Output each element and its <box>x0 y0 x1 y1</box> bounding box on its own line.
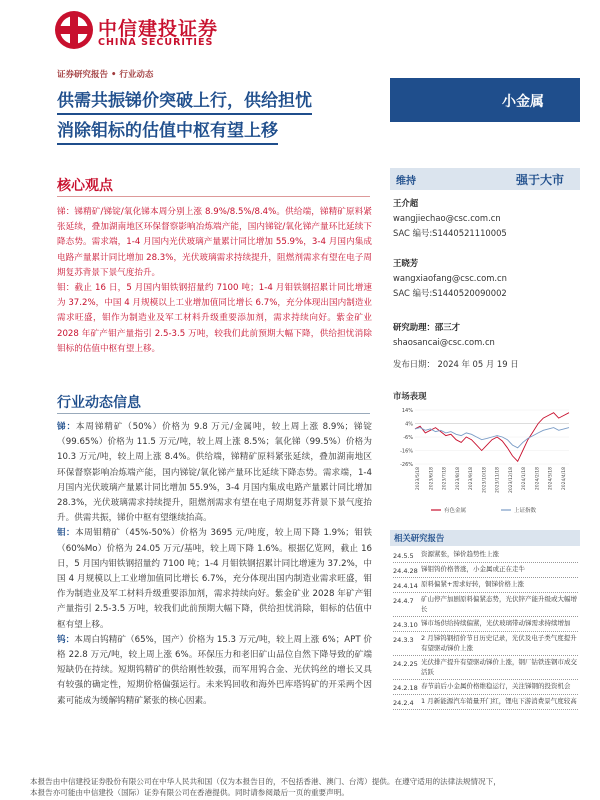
x-tick-label: 2024/4/18 <box>562 467 567 491</box>
related-report-item[interactable] <box>393 593 578 617</box>
x-tick-label: 2023/12/18 <box>508 467 514 493</box>
series-line <box>415 428 569 448</box>
related-report-title: 光伏排产提升有望驱动锑价上涨，钢厂钴铁连钢市成交活跃 <box>421 658 577 676</box>
publish-date: 发布日期： 2024 年 05 月 19 日 <box>393 359 519 369</box>
related-report-date: 24.2.25 <box>393 660 418 668</box>
analyst-name: 王介超 <box>393 198 419 208</box>
core-view-body <box>57 205 372 357</box>
report-category: 证券研究报告 • 行业动态 <box>57 70 154 80</box>
y-tick-label: -26% <box>400 462 413 468</box>
x-tick-label: 2023/5/18 <box>416 467 421 491</box>
assistant-name: 研究助理：邵三才 <box>393 322 460 332</box>
divider <box>57 196 370 197</box>
market-performance-chart <box>393 402 573 522</box>
legend-label: 上证指数 <box>514 508 537 514</box>
company-logo <box>54 10 224 50</box>
title-line-1: 供需共振锑价突破上行，供给担忧 <box>57 91 312 115</box>
related-research-header <box>390 530 580 546</box>
related-research-heading: 相关研究报告 <box>394 533 445 543</box>
related-report-title: 资源紧张，锑价趋势性上涨 <box>421 550 499 558</box>
dynamics-paragraph-antimony: 锑：本周锑精矿（50%）价格为 9.8 万元/金属吨，较上周上涨 8.9%；锑锭（99.65%）价格为 11.5 万元/吨，较上周上涨 8.5%；氧化锑（99.5%）价格为 10.3 万元/吨，较上周上涨 8.4%。供给端，锑精矿原料紧张延续，叠加湖南地区环保督察影响冶炼端产能，国内锑锭/氧化锑产量环比延续下降态势。需求端，1-4 月国内光伏玻璃产量累计同比增加 55.9%，3-4 月国内集成电路产量累计同比增加 28.3%，光伏玻璃需求持续提升，阻燃剂需求有望在电子周期复苏背景下景气度抬升。供需共振，锑价中枢有望继续抬高。 <box>57 422 372 524</box>
related-report-item[interactable] <box>393 695 578 710</box>
y-tick-label: 14% <box>401 408 413 414</box>
related-report-title: 原料偏紧+需求好转，铜锑价格上涨 <box>421 580 524 588</box>
assistant-email: shaosancai@csc.com.cn <box>393 337 495 347</box>
dynamics-paragraph-tungsten: 钨：本周白钨精矿（65%，国产）价格为 15.3 万元/吨，较上周上涨 6%；APT 价格 22.8 万元/吨，较上周上涨 6%。环保压力和老旧矿山品位自然下降导致的矿端短缺仍在持续。短期钨精矿的供给刚性较强，而军用钨合金、光伏钨丝的增长又具有较强的确定性，短期价格偏强运行。未来钨回收和海外巴库塔钨矿的开采两个因素可能成为缓解钨精矿紧张的核心因素。 <box>57 634 372 706</box>
analyst-card <box>393 256 507 301</box>
analyst-card <box>393 196 507 241</box>
core-view-heading: 核心观点 <box>57 178 113 194</box>
rating-value: 强于大市 <box>515 173 564 187</box>
related-research-list <box>393 548 578 710</box>
industry-dynamics-heading: 行业动态信息 <box>57 395 141 411</box>
industry-dynamics-body <box>57 420 372 709</box>
related-report-title: 1 月新能源汽车销量开门红，锂电下游消费景气度较高 <box>421 697 577 705</box>
market-performance-label: 市场表现 <box>393 391 427 401</box>
analyst-email: wangxiaofang@csc.com.cn <box>393 273 507 283</box>
dynamics-paragraph-molybdenum: 钼：本周钼精矿（45%-50%）价格为 3695 元/吨度，较上周下降 1.9%；钼铁（60%Mo）价格为 24.05 万元/基吨，较上周下降 1.6%。根据亿览网，截止 16 日，5 月国内钼铁钢招量约 7100 吨；1-4 月钼铁钢招累计同比增速为 37.2%，中国 4 月规模以上工业增加值同比增长 6.7%，充分体现出国内制造业需求旺盛，钼作为制造业及军工材料升级重要添加剂，需求持续向好。紫金矿业 2028 年矿产钼产量指引 2.5-3.5 万吨，较我们此前预期大幅下降，供给担忧消除，钼标的估值中枢有望上移。 <box>57 528 372 630</box>
analyst-sac: SAC 编号:S1440520090002 <box>393 288 507 298</box>
china-securities-logo-icon <box>54 10 94 50</box>
divider <box>57 413 370 414</box>
x-tick-label: 2024/2/18 <box>535 467 541 491</box>
related-report-item[interactable] <box>393 548 578 563</box>
assistant-card <box>393 320 495 350</box>
x-tick-label: 2024/1/18 <box>522 467 528 491</box>
disclaimer-line-2: 本报告亦可能由中信建投（国际）证券有限公司在香港提供。同时请参阅最后一页的重要声明。 <box>30 788 349 797</box>
industry-label: 小金属 <box>502 94 544 110</box>
y-tick-label: -6% <box>403 435 413 441</box>
related-report-date: 24.4.14 <box>393 582 418 590</box>
report-title <box>57 86 387 146</box>
rating-bar <box>390 168 580 190</box>
x-tick-label: 2024/3/18 <box>548 467 554 491</box>
related-report-title: 锑钼钨价格普涨，小金属或正在走牛 <box>421 565 525 573</box>
related-report-title: 春节前后小金属价格维稳运行，关注锑钢的投资机会 <box>421 682 571 690</box>
related-report-item[interactable] <box>393 656 578 680</box>
x-tick-label: 2023/8/18 <box>455 467 461 491</box>
related-report-date: 24.4.28 <box>393 567 418 575</box>
brand-name-cn: 中信建投证券 <box>98 18 219 40</box>
x-tick-label: 2023/6/18 <box>429 467 435 491</box>
related-report-item[interactable] <box>393 680 578 695</box>
related-report-item[interactable] <box>393 617 578 632</box>
title-line-2: 消除钼标的估值中枢有望上移 <box>57 121 278 145</box>
x-tick-label: 2023/11/18 <box>495 467 501 493</box>
core-paragraph-molybdenum: 钼：截止 16 日，5 月国内钼铁钢招量约 7100 吨；1-4 月钼铁钢招累计同比增速为 37.2%，中国 4 月规模以上工业增加值同比增长 6.7%，充分体现出国内制造业需求旺盛，钼作为制造业及军工材料升级重要添加剂，需求持续向好。紫金矿业 2028 年矿产钼产量指引 2.5-3.5 万吨，较我们此前预期大幅下降，供给担忧消除钼标的估值中枢有望上移。 <box>57 283 372 354</box>
related-report-title: 2 月锑钨钢招价节日历史记录，光伏及电子类气度提升有望驱动锑价上涨 <box>421 634 577 652</box>
related-report-date: 24.3.3 <box>393 636 414 644</box>
related-report-date: 24.4.7 <box>393 597 414 605</box>
disclaimer <box>30 776 590 798</box>
related-report-date: 24.3.10 <box>393 621 418 629</box>
rating-action: 维持 <box>396 176 416 187</box>
x-tick-label: 2023/7/18 <box>442 467 448 491</box>
related-report-date: 24.2.18 <box>393 684 418 692</box>
y-tick-label: 4% <box>405 421 413 428</box>
related-report-item[interactable] <box>393 632 578 656</box>
legend-label: 有色金属 <box>444 508 467 514</box>
core-paragraph-antimony: 锑：锑精矿/锑锭/氧化锑本周分别上涨 8.9%/8.5%/8.4%。供给端，锑精矿原料紧张延续，叠加湖南地区环保督察影响冶炼端产能，国内锑锭/氧化锑产量环比延续下降态势。需求端，1-4 月国内光伏玻璃产量累计同比增加 55.9%，3-4 月国内集成电路产量累计同比增加 28.3%，光伏玻璃需求持续提升，阻燃剂需求有望在电子周期复苏背景下景气度抬升。 <box>57 207 372 278</box>
y-tick-label: -16% <box>400 448 413 455</box>
related-report-item[interactable] <box>393 578 578 593</box>
brand-name-en: CHINA SECURITIES <box>98 37 214 48</box>
related-report-item[interactable] <box>393 563 578 578</box>
analyst-email: wangjiechao@csc.com.cn <box>393 213 501 223</box>
disclaimer-line-1: 本报告由中信建投证券股份有限公司在中华人民共和国（仅为本报告目的，不包括香港、澳门、台湾）提供。在遵守适用的法律法规情况下， <box>30 777 501 786</box>
x-tick-label: 2023/10/18 <box>482 467 488 493</box>
industry-banner <box>390 78 580 122</box>
analyst-name: 王晓芳 <box>393 258 419 268</box>
analyst-sac: SAC 编号:S1440521110005 <box>393 228 507 238</box>
related-report-title: 锑市场供给持续偏紧，光伏玻璃带动锑需求持续增加 <box>421 619 571 627</box>
related-report-title: 矿山停产加剧原料偏紧态势，光伏锌产能升级或大幅增长 <box>421 595 577 613</box>
related-report-date: 24.5.5 <box>393 552 414 560</box>
x-tick-label: 2023/9/18 <box>469 467 475 491</box>
related-report-date: 24.2.4 <box>393 699 414 707</box>
